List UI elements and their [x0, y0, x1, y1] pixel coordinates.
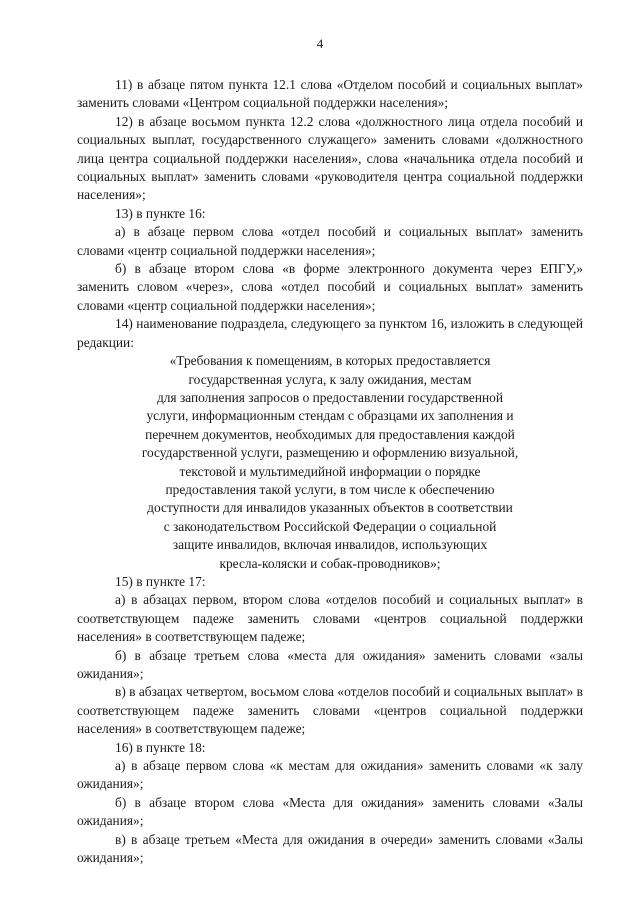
heading-line: перечнем документов, необходимых для предоставления каждой [145, 426, 515, 442]
heading-line: «Требования к помещениям, в которых предоставляется [169, 353, 491, 369]
paragraph-item-15c: в) в абзацах четвертом, восьмом слова «отделов пособий и социальных выплат» в соответствующем падеже заменить словами «центров социальной поддержки населения» в соответствующем падеже; [77, 684, 583, 737]
document-body [77, 76, 583, 867]
paragraph-item-12: 12) в абзаце восьмом пункта 12.2 слова «должностного лица отдела пособий и социальных выплат, государственного служащего» заменить словами «должностного лица центра социальной поддержки населения», слова «начальника отдела пособий и социальных выплат» заменить словами «руководителя центра социальной поддержки населения»; [77, 113, 583, 203]
heading-line: для заполнения запросов о предоставлении государственной [156, 389, 504, 405]
paragraph-item-15a: а) в абзацах первом, втором слова «отделов пособий и социальных выплат» в соответствующем падеже заменить словами «центров социальной поддержки населения» в соответствующем падеже; [77, 592, 583, 645]
paragraph-item-15b: б) в абзаце третьем слова «места для ожидания» заменить словами «залы ожидания»; [77, 647, 583, 681]
paragraph-item-16a: а) в абзаце первом слова «к местам для ожидания» заменить словами «к залу ожидания»; [77, 758, 583, 792]
heading-line: предоставления такой услуги, в том числе к обеспечению [165, 481, 495, 497]
paragraph-item-13a: а) в абзаце первом слова «отдел пособий и социальных выплат» заменить словами «центр социальной поддержки населения»; [77, 224, 583, 258]
paragraph-item-13: 13) в пункте 16: [115, 205, 206, 221]
heading-line: услуги, информационным стендам с образцами их заполнения и [146, 408, 514, 424]
paragraph-item-16c: в) в абзаце третьем «Места для ожидания в очереди» заменить словами «Залы ожидания»; [77, 831, 583, 866]
page-number: 4 [316, 36, 324, 51]
quoted-heading [77, 352, 583, 573]
paragraph-item-11: 11) в абзаце пятом пункта 12.1 слова «Отделом пособий и социальных выплат» заменить словами «Центром социальной поддержки населения»; [77, 77, 583, 111]
paragraph-item-16: 16) в пункте 18: [115, 739, 206, 755]
heading-line: защите инвалидов, включая инвалидов, использующих [172, 537, 488, 553]
paragraph-item-13b: б) в абзаце втором слова «в форме электронного документа через ЕПГУ,» заменить словом «через», слова «отдел пособий и социальных выплат» заменить словами «центр социальной поддержки населения»; [77, 261, 583, 313]
heading-line: кресла-коляски и собак-проводников»; [219, 555, 441, 571]
heading-line: государственная услуга, к залу ожидания, местам [188, 371, 472, 387]
heading-line: государственной услуги, размещению и оформлению визуальной, [141, 445, 519, 461]
paragraph-item-14: 14) наименование подраздела, следующего за пунктом 16, изложить в следующей редакции: [77, 316, 583, 350]
heading-line: с законодательством Российской Федерации о социальной [163, 518, 497, 534]
heading-line: доступности для инвалидов указанных объектов в соответствии [147, 500, 513, 516]
paragraph-item-16b: б) в абзаце втором слова «Места для ожидания» заменить словами «Залы ожидания»; [77, 794, 583, 829]
heading-line: текстовой и мультимедийной информации о порядке [179, 463, 481, 479]
paragraph-item-15: 15) в пункте 17: [115, 573, 206, 589]
